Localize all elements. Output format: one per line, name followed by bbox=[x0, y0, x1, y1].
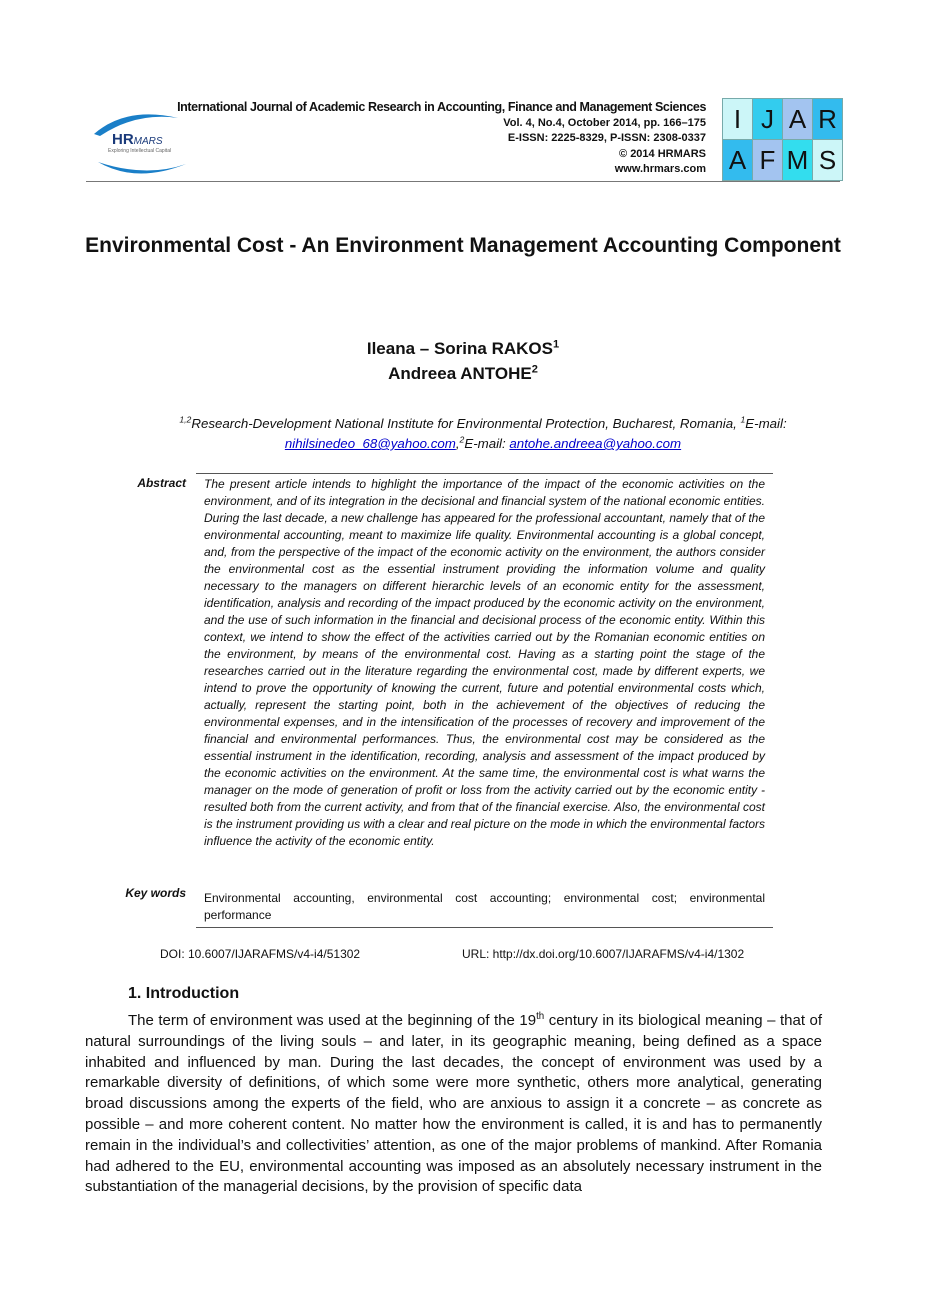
svg-text:Exploring Intellectual Capital: Exploring Intellectual Capital bbox=[108, 148, 172, 154]
author: Ileana – Sorina RAKOS$^1$ bbox=[366, 338, 560, 358]
logo-letter-box: M bbox=[783, 140, 812, 180]
header-rule bbox=[86, 181, 840, 182]
ijarafms-logo bbox=[722, 98, 843, 181]
abstract-label: Abstract bbox=[137, 476, 186, 490]
author: Andreea ANTOHE$^2$ bbox=[388, 363, 538, 383]
logo-letter-box: F bbox=[753, 140, 782, 180]
email-link[interactable]: nihilsinedeo_68@yahoo.com bbox=[284, 436, 456, 451]
abstract-bottom-rule bbox=[196, 927, 773, 928]
logo-letter-box: A bbox=[783, 99, 812, 139]
logo-letter-box: J bbox=[753, 99, 782, 139]
logo-letter-box: S bbox=[813, 140, 842, 180]
copyright: © 2014 HRMARS bbox=[619, 147, 706, 160]
paper-title: Environmental Cost - An Environment Management Accounting Component bbox=[85, 234, 841, 257]
logo-letter-box: I bbox=[723, 99, 752, 139]
email-link[interactable]: antohe.andreea@yahoo.com bbox=[509, 436, 682, 451]
section-heading: 1. Introduction bbox=[128, 985, 240, 1002]
authors bbox=[80, 336, 846, 386]
abstract-text: The present article intends to highlight the importance of the impact of the economic activities on the environment, and of its integration in the decisional and financial system of the national economic entities. During the last decade, a new challenge has appeared for the professional accountant, namely that of the environmental accounting, meant to maximize life quality. Environmental accounting is a global concept, and, from the perspective of the impact of the economic activity on the environment, the authors consider the environmental cost as the essential instrument providing the information volume and quality necessary to the managers on different hierarchic levels of an economic entity for the assessment, identification, analysis and recording of the impact produced by the economic activity on the environment, and the use of such information in the financial and decisional process of the economic entity. Within this context, we intend to show the effect of the activities carried out by the Romanian economic entities on the environment, by means of the environmental cost. Having as a starting point the stage of the researches carried out in the literature regarding the environmental cost, made by different experts, we intend to prove the opportunity of knowing the current, future and potential environmental costs which, actually, represent the starting point, both in the achievement of the objectives of reducing the environmental expenses, and in the intensification of the processes of recovery and improvement of the financial and environmental performances. Thus, the environmental cost may be considered as the essential instrument in the identification, recording, analysis and assessment of the impact produced by the economic activities on the environment. At the same time, the environmental cost is what warns the manager on the mode of generation of profit or loss from the activity carried out by the economic entity - resulted both from the current activity, and from that of the financial exercise. Also, the environmental cost is the instrument providing us with a clear and real picture on the mode in which the environmental factors influence the activity of the economic entity. bbox=[204, 477, 765, 848]
website: www.hrmars.com bbox=[614, 163, 706, 175]
issn: E-ISSN: 2225-8329, P-ISSN: 2308-0337 bbox=[507, 132, 706, 144]
volume-info: Vol. 4, No.4, October 2014, pp. 166–175 bbox=[503, 116, 706, 129]
journal-header bbox=[177, 100, 706, 178]
affiliation: $^{1,2}$Research-Development National Institute for Environmental Protection, Bucharest, Romania, $^1$E-mail: nihilsinedeo_68@yahoo.com,$^2$E-mail: antohe.andreea@yahoo.com bbox=[179, 414, 787, 451]
logo-letter-box: R bbox=[813, 99, 842, 139]
logo-letter-box: A bbox=[723, 140, 752, 180]
abstract-top-rule bbox=[196, 473, 773, 474]
body-paragraph: The term of environment was used at the beginning of the 19th century in its biological meaning – that of natural surroundings of the living souls – and later, in its geographic meaning, being defined as a space inhabited and influenced by man. During the last decades, the concept of environment was used by a remarkable diversity of definitions, of which some were more synthetic, others more analytical, generating broad discussions among the experts of the field, who are anxious to assign it a concrete – as concrete as possible – and more coherent content. No matter how the environment is called, it is and has to permanently remain in the individual’s and collectivities’ attention, as one of the major problems of mankind. After Romania had adhered to the EU, environmental accounting was imposed as an absolutely necessary instrument in the substantiation of the managerial decisions, by the provision of specific data bbox=[85, 1011, 823, 1196]
doi: DOI: 10.6007/IJARAFMS/v4-i4/51302 bbox=[160, 947, 361, 961]
keywords-label: Key words bbox=[125, 886, 186, 900]
svg-text:HRMARS: HRMARS bbox=[112, 131, 163, 148]
url[interactable]: URL: http://dx.doi.org/10.6007/IJARAFMS/v4-i4/1302 bbox=[462, 947, 745, 961]
keywords-text: Environmental accounting, environmental cost accounting; environmental cost; environmental performance bbox=[204, 891, 765, 922]
journal-name: International Journal of Academic Research in Accounting, Finance and Management Sciences bbox=[177, 100, 706, 114]
